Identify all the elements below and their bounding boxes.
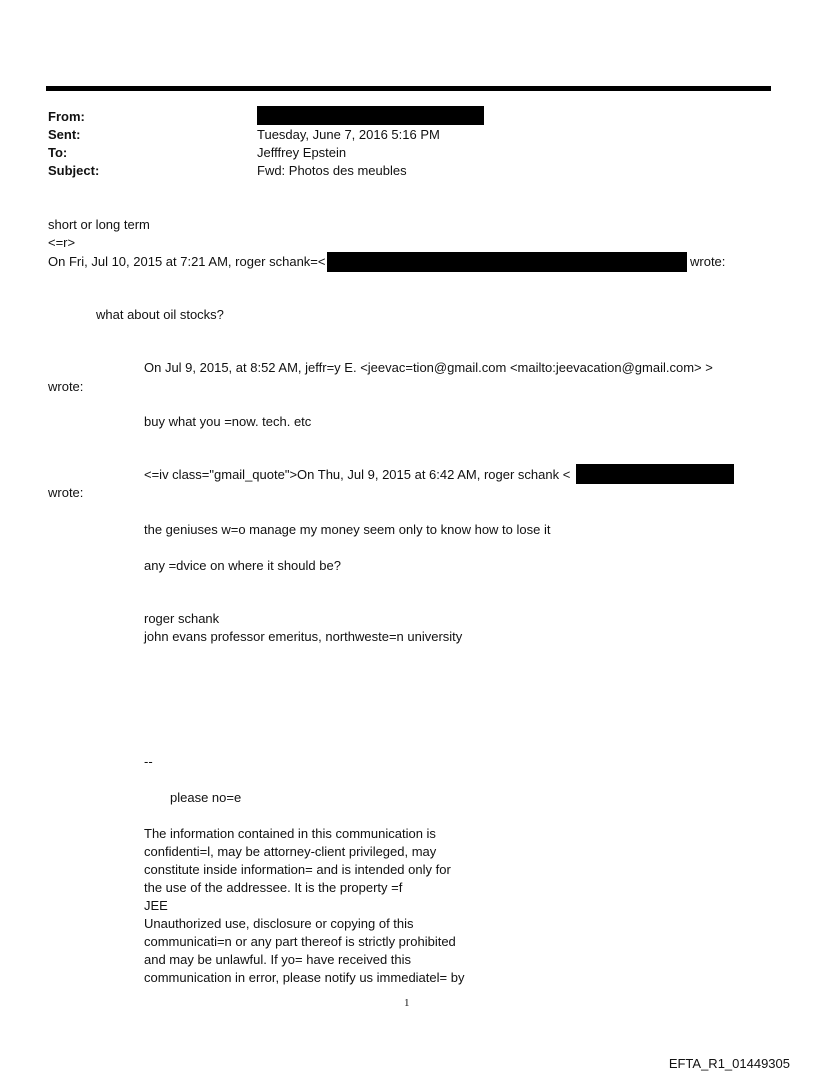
from-label: From: <box>48 109 85 124</box>
disclaimer-line-4: the use of the addressee. It is the property =f <box>144 880 403 895</box>
sent-value: Tuesday, June 7, 2016 5:16 PM <box>257 127 440 142</box>
reply3-prefix: <=iv class="gmail_quote">On Thu, Jul 9, 2015 at 6:42 AM, roger schank < <box>144 467 571 482</box>
document-id: EFTA_R1_01449305 <box>668 1056 790 1071</box>
signature-name: roger schank <box>144 611 220 626</box>
disclaimer-line-5: JEE <box>144 898 168 913</box>
reply1-prefix: On Fri, Jul 10, 2015 at 7:21 AM, roger schank=< <box>48 254 326 269</box>
disclaimer-line-8: and may be unlawful. If yo= have received this <box>144 952 412 967</box>
disclaimer-line-2: confidenti=l, may be attorney-client privileged, may <box>144 844 437 859</box>
to-value: Jefffrey Epstein <box>257 145 347 160</box>
disclaimer-line-3: constitute inside information= and is intended only for <box>144 862 451 877</box>
reply2-header: On Jul 9, 2015, at 8:52 AM, jeffr=y E. <jeevac=tion@gmail.com <mailto:jeevacation@gmail.com> > <box>144 360 713 375</box>
sent-label: Sent: <box>48 127 81 142</box>
signature-title: john evans professor emeritus, northweste=n university <box>144 629 463 644</box>
body-line-short-or-long: short or long term <box>48 217 150 232</box>
signature-dashes: -- <box>144 754 153 769</box>
header-rule <box>46 86 771 91</box>
subject-value: Fwd: Photos des meubles <box>257 163 407 178</box>
redaction-email-1 <box>327 252 687 272</box>
to-label: To: <box>48 145 68 160</box>
reply1-wrote: wrote: <box>690 254 726 269</box>
body-line-r: <=r> <box>48 235 76 250</box>
reply3-wrote: wrote: <box>48 485 84 500</box>
subject-label: Subject: <box>48 163 100 178</box>
advice-line: any =dvice on where it should be? <box>144 558 341 573</box>
page-number: 1 <box>404 997 410 1009</box>
oil-stocks-question: what about oil stocks? <box>96 307 224 322</box>
disclaimer-line-9: communication in error, please notify us immediatel= by <box>144 970 465 985</box>
geniuses-line: the geniuses w=o manage my money seem only to know how to lose it <box>144 522 551 537</box>
buy-line: buy what you =now. tech. etc <box>144 414 312 429</box>
redaction-from <box>257 106 484 125</box>
disclaimer-line-7: communicati=n or any part thereof is strictly prohibited <box>144 934 456 949</box>
disclaimer-line-1: The information contained in this communication is <box>144 826 436 841</box>
redaction-email-2 <box>576 464 734 484</box>
reply2-wrote: wrote: <box>48 379 84 394</box>
disclaimer-line-6: Unauthorized use, disclosure or copying of this <box>144 916 414 931</box>
please-note: please no=e <box>170 790 242 805</box>
